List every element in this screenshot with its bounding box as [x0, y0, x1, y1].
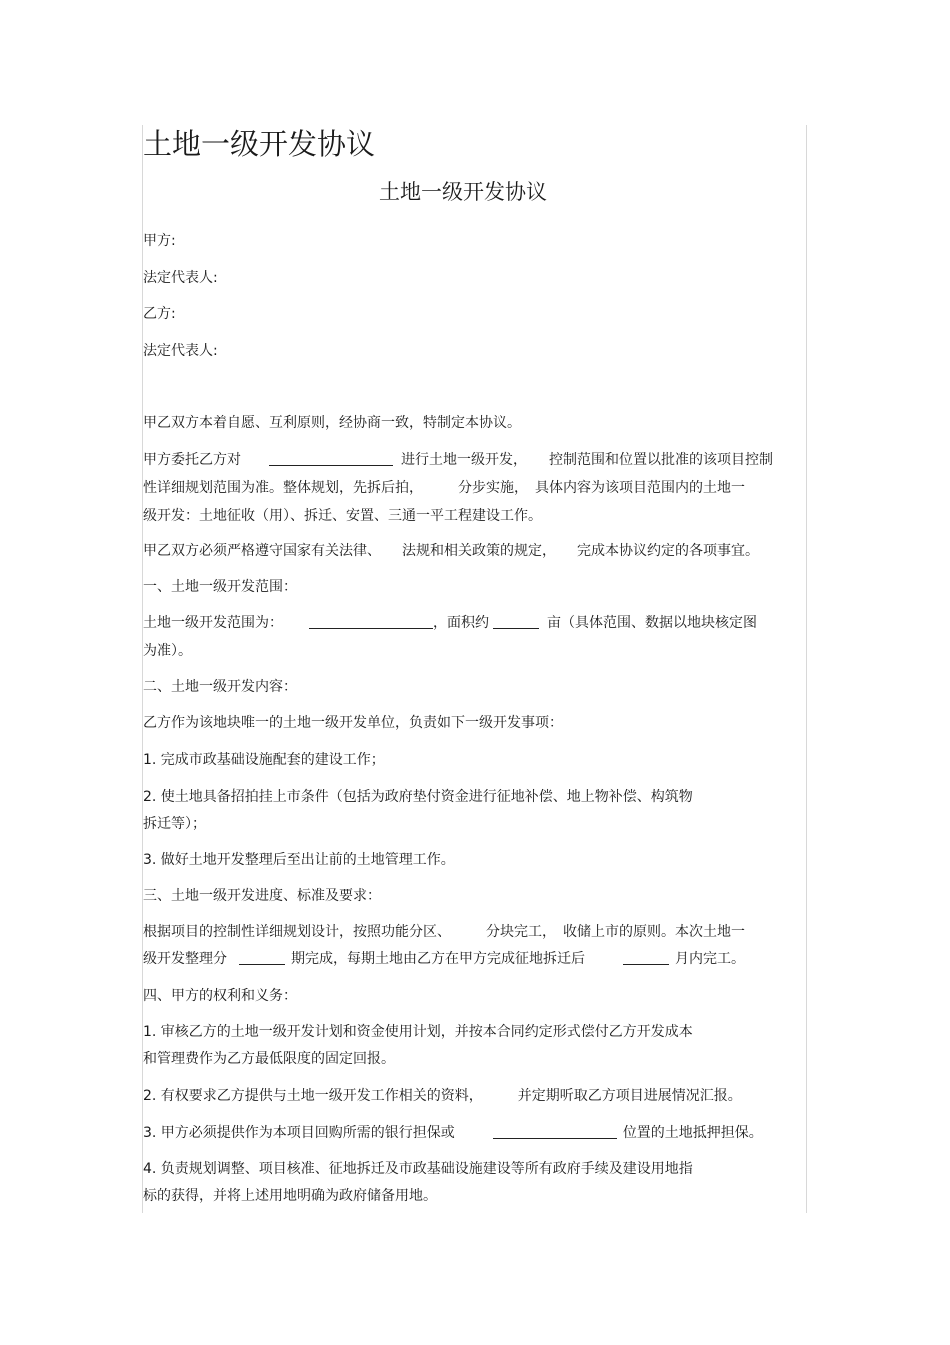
preamble-paragraph: 甲乙双方本着自愿、互利原则，经协商一致，特制定本协议。 [143, 415, 521, 431]
section-2-item-1: 1. 完成市政基础设施配套的建设工作； [143, 752, 385, 768]
section-2-item-2-line-1: 2. 使土地具备招拍挂上市条件（包括为政府垫付资金进行征地补偿、地上物补偿、构筑物 [143, 789, 693, 805]
section-4-item-1-line-1: 1. 审核乙方的土地一级开发计划和资金使用计划，并按本合同约定形式偿付乙方开发成本 [143, 1024, 693, 1040]
compliance-paragraph: 甲乙双方必须严格遵守国家有关法律、 法规和相关政策的规定， 完成本协议约定的各项事宜。 [143, 543, 759, 559]
section-3-heading: 三、土地一级开发进度、标准及要求： [143, 888, 381, 904]
guarantee-text-a: 3. 甲方必须提供作为本项目回购所需的银行担保或 [143, 1125, 455, 1141]
document-title: 土地一级开发协议 [143, 127, 376, 161]
section-2-heading: 二、土地一级开发内容： [143, 679, 297, 695]
commission-text-b: 进行土地一级开发， [401, 452, 527, 468]
scope-text-a: 土地一级开发范围为： [143, 615, 283, 631]
commission-text-c: 控制范围和位置以批准的该项目控制 [549, 452, 773, 468]
section-1-line-1 [143, 613, 757, 633]
party-b-label: 乙方: [143, 306, 176, 322]
scope-text-b: ，面积约 [433, 615, 489, 631]
agreement-title: 土地一级开发协议 [379, 180, 547, 204]
section-1-heading: 一、土地一级开发范围： [143, 579, 297, 595]
party-a-representative-label: 法定代表人: [143, 270, 218, 286]
commission-line-2: 性详细规划范围为准。整体规划，先拆后拍， 分步实施， 具体内容为该项目范围内的土地一 [143, 480, 745, 496]
section-1-line-2: 为准）。 [143, 643, 192, 659]
commission-line-1 [143, 450, 773, 470]
section-4-item-4-line-1: 4. 负责规划调整、项目核准、征地拆迁及市政基础设施建设等所有政府手续及建设用地指 [143, 1161, 693, 1177]
project-name-blank [269, 450, 393, 466]
section-3-line-2 [143, 949, 745, 969]
section-2-intro: 乙方作为该地块唯一的土地一级开发单位，负责如下一级开发事项： [143, 715, 563, 731]
section-3-line-1: 根据项目的控制性详细规划设计，按照功能分区、 分块完工， 收储上市的原则。本次土地一 [143, 924, 745, 940]
commission-line-3: 级开发：土地征收（用）、拆迁、安置、三通一平工程建设工作。 [143, 508, 542, 524]
commission-text-a: 甲方委托乙方对 [143, 452, 241, 468]
party-a-label: 甲方: [143, 233, 176, 249]
progress-text-b: 期完成，每期土地由乙方在甲方完成征地拆迁后 [291, 951, 585, 967]
section-4-item-4-line-2: 标的获得，并将上述用地明确为政府储备用地。 [143, 1188, 437, 1204]
phases-blank [239, 949, 285, 965]
section-2-item-2-line-2: 拆迁等）； [143, 816, 206, 832]
party-b-representative-label: 法定代表人: [143, 343, 218, 359]
section-2-item-3: 3. 做好土地开发整理后至出让前的土地管理工作。 [143, 852, 455, 868]
progress-text-a: 级开发整理分 [143, 951, 227, 967]
progress-text-c: 月内完工。 [675, 951, 745, 967]
section-4-heading: 四、甲方的权利和义务： [143, 988, 297, 1004]
section-4-item-2: 2. 有权要求乙方提供与土地一级开发工作相关的资料， 并定期听取乙方项目进展情况汇报。 [143, 1088, 742, 1104]
page-right-border [806, 125, 807, 1213]
guarantee-blank [493, 1123, 617, 1139]
scope-blank [309, 613, 433, 629]
months-blank [623, 949, 669, 965]
section-4-item-3 [143, 1123, 763, 1143]
scope-text-c: 亩（具体范围、数据以地块核定图 [547, 615, 757, 631]
guarantee-text-b: 位置的土地抵押担保。 [622, 1125, 763, 1141]
section-4-item-1-line-2: 和管理费作为乙方最低限度的固定回报。 [143, 1051, 395, 1067]
area-blank [493, 613, 539, 629]
